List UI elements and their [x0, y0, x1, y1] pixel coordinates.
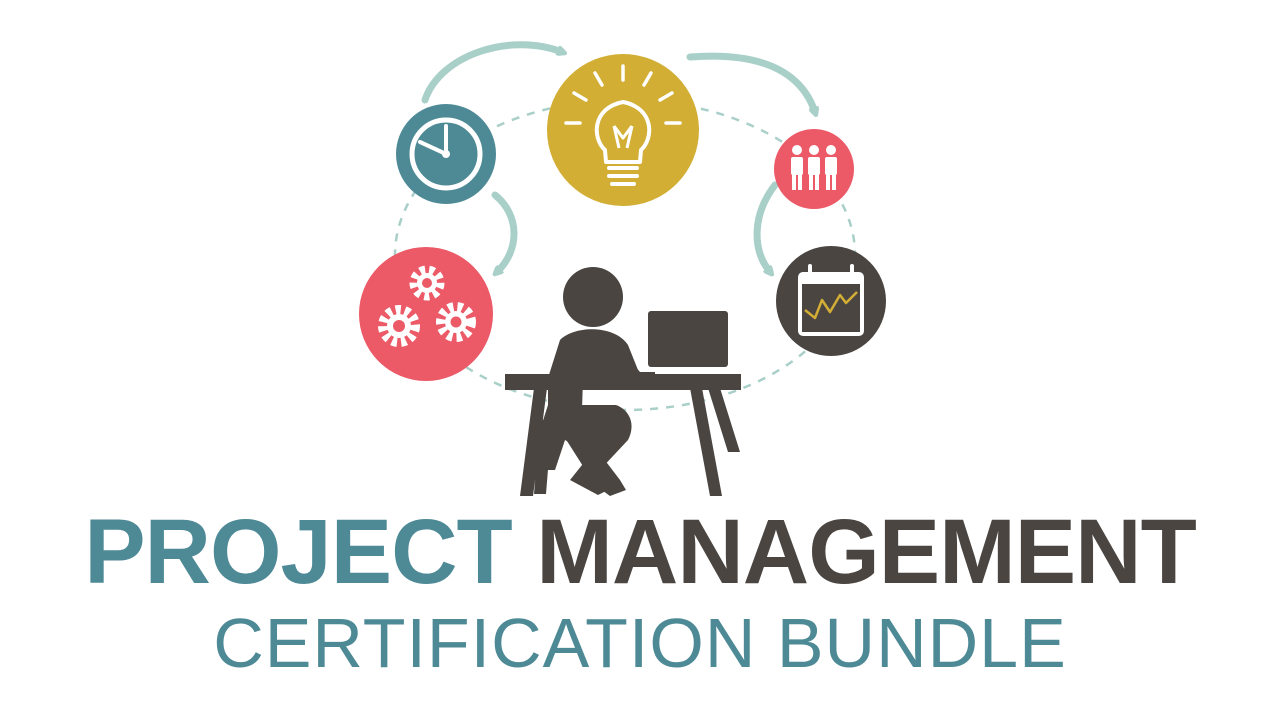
title-word-management: MANAGEMENT	[536, 501, 1196, 603]
laptop	[648, 311, 728, 367]
title-word-project: PROJECT	[84, 501, 512, 603]
calendar-chart-icon	[776, 246, 886, 356]
lightbulb-icon	[547, 54, 699, 206]
page-title	[0, 500, 1280, 604]
clock-icon	[396, 104, 496, 204]
desk-top	[505, 374, 741, 390]
page-subtitle: CERTIFICATION BUNDLE	[213, 604, 1067, 682]
desk-legs	[690, 388, 740, 496]
person-head	[563, 267, 623, 327]
person-at-desk	[505, 267, 741, 496]
team-icon	[774, 129, 854, 209]
gears-icon	[359, 247, 493, 381]
